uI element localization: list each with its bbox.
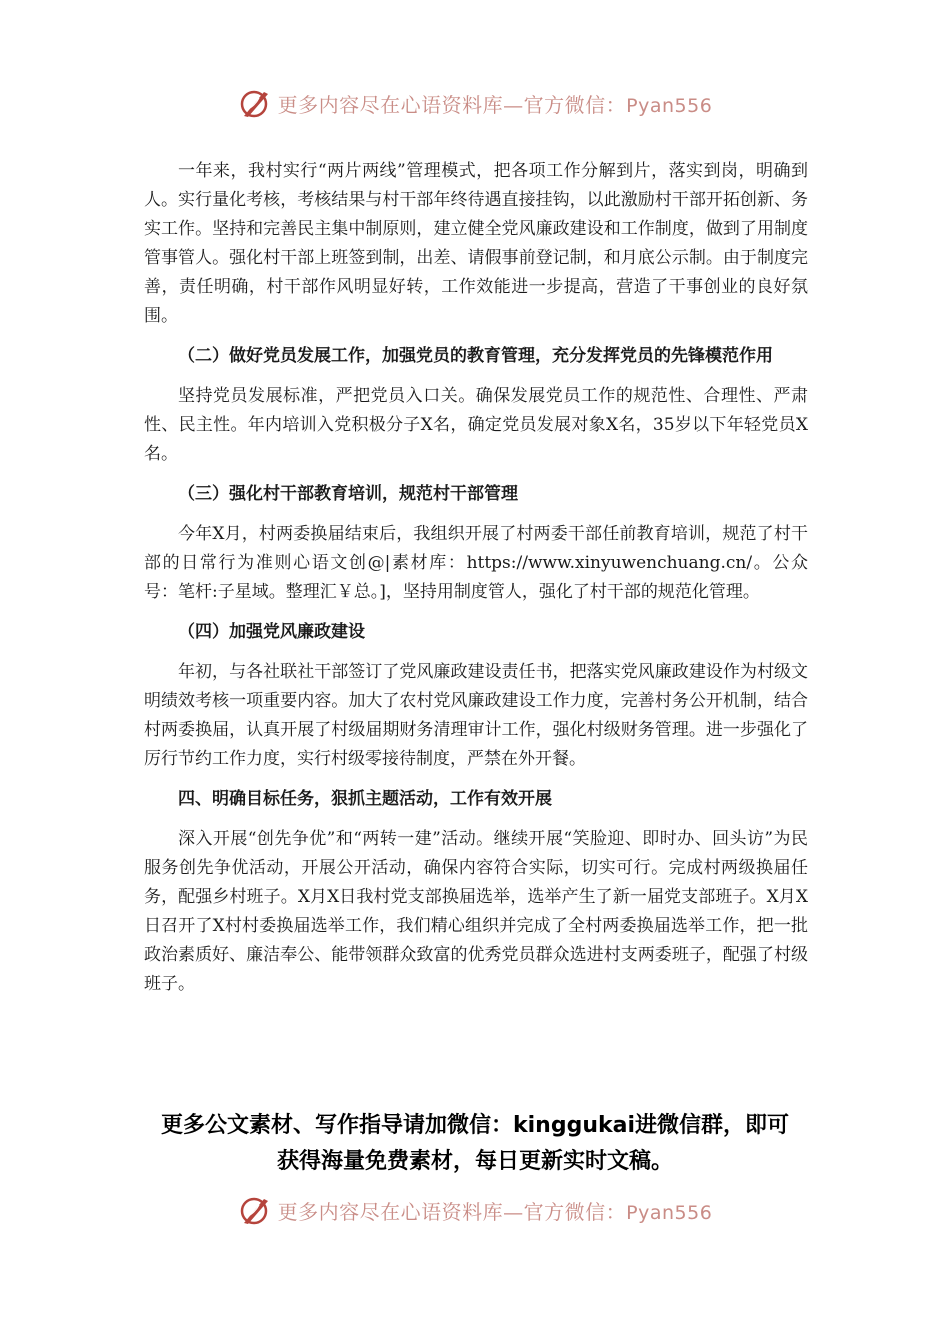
paragraph-clean-governance: 年初，与各社联社干部签订了党风廉政建设责任书，把落实党风廉政建设作为村级文明绩效考核一项重要内容。加大了农村党风廉政建设工作力度，完善村务公开机制，结合村两委换届，认真开展了村级届期财务清理审计工作，强化村级财务管理。进一步强化了厉行节约工作力度，实行村级零接待制度，严禁在外开餐。 (144, 662, 808, 769)
footer-banner-text: 更多内容尽在心语资料库—官方微信：Pyan556 (277, 1199, 713, 1224)
quill-logo-icon (238, 86, 272, 120)
header-wechat-id: Pyan556 (626, 94, 713, 117)
heading-party-member-development: （二）做好党员发展工作，加强党员的教育管理，充分发挥党员的先锋模范作用 (178, 346, 773, 366)
footer-banner (0, 1190, 950, 1230)
paragraph-party-member-development: 坚持党员发展标准，严把党员入口关。确保发展党员工作的规范性、合理性、严肃性、民主性。年内培训入党积极分子X名，确定党员发展对象X名，35岁以下年轻党员X名。 (144, 386, 808, 464)
promo-line-2: 获得海量免费素材，每日更新实时文稿。 (276, 1149, 673, 1174)
promo-line-1: 更多公文素材、写作指导请加微信：kinggukai进微信群，即可 (160, 1113, 789, 1138)
header-banner-text: 更多内容尽在心语资料库—官方微信：Pyan556 (277, 92, 713, 117)
promo-notice (110, 1108, 840, 1180)
header-banner (0, 83, 950, 123)
footer-wechat-id: Pyan556 (626, 1201, 713, 1224)
heading-clean-governance: （四）加强党风廉政建设 (178, 622, 365, 642)
paragraph-cadre-training: 今年X月，村两委换届结束后，我组织开展了村两委干部任前教育培训，规范了村干部的日常行为准则心语文创@|素材库：https://www.xinyuwenchuang.cn/。公众号：笔杆:子星域。整理汇￥总。]，坚持用制度管人，强化了村干部的规范化管理。 (144, 524, 808, 602)
paragraph-management-mode: 一年来，我村实行“两片两线”管理模式，把各项工作分解到片，落实到岗，明确到人。实行量化考核，考核结果与村干部年终待遇直接挂钩，以此激励村干部开拓创新、务实工作。坚持和完善民主集中制原则，建立健全党风廉政建设和工作制度，做到了用制度管事管人。强化村干部上班签到制，出差、请假事前登记制，和月底公示制。由于制度完善，责任明确，村干部作风明显好转，工作效能进一步提高，营造了干事创业的良好氛围。 (144, 161, 808, 326)
document-body (144, 157, 808, 999)
heading-goals-and-activities: 四、明确目标任务，狠抓主题活动，工作有效开展 (178, 789, 552, 809)
heading-cadre-training: （三）强化村干部教育培训，规范村干部管理 (178, 484, 518, 504)
paragraph-goals-and-activities: 深入开展“创先争优”和“两转一建”活动。继续开展“笑脸迎、即时办、回头访”为民服务创先争优活动，开展公开活动，确保内容符合实际，切实可行。完成村两级换届任务，配强乡村班子。X月X日我村党支部换届选举，选举产生了新一届党支部班子。X月X日召开了X村村委换届选举工作，我们精心组织并完成了全村两委换届选举工作，把一批政治素质好、廉洁奉公、能带领群众致富的优秀党员群众选进村支两委班子，配强了村级班子。 (144, 829, 808, 994)
quill-logo-icon (238, 1193, 272, 1227)
